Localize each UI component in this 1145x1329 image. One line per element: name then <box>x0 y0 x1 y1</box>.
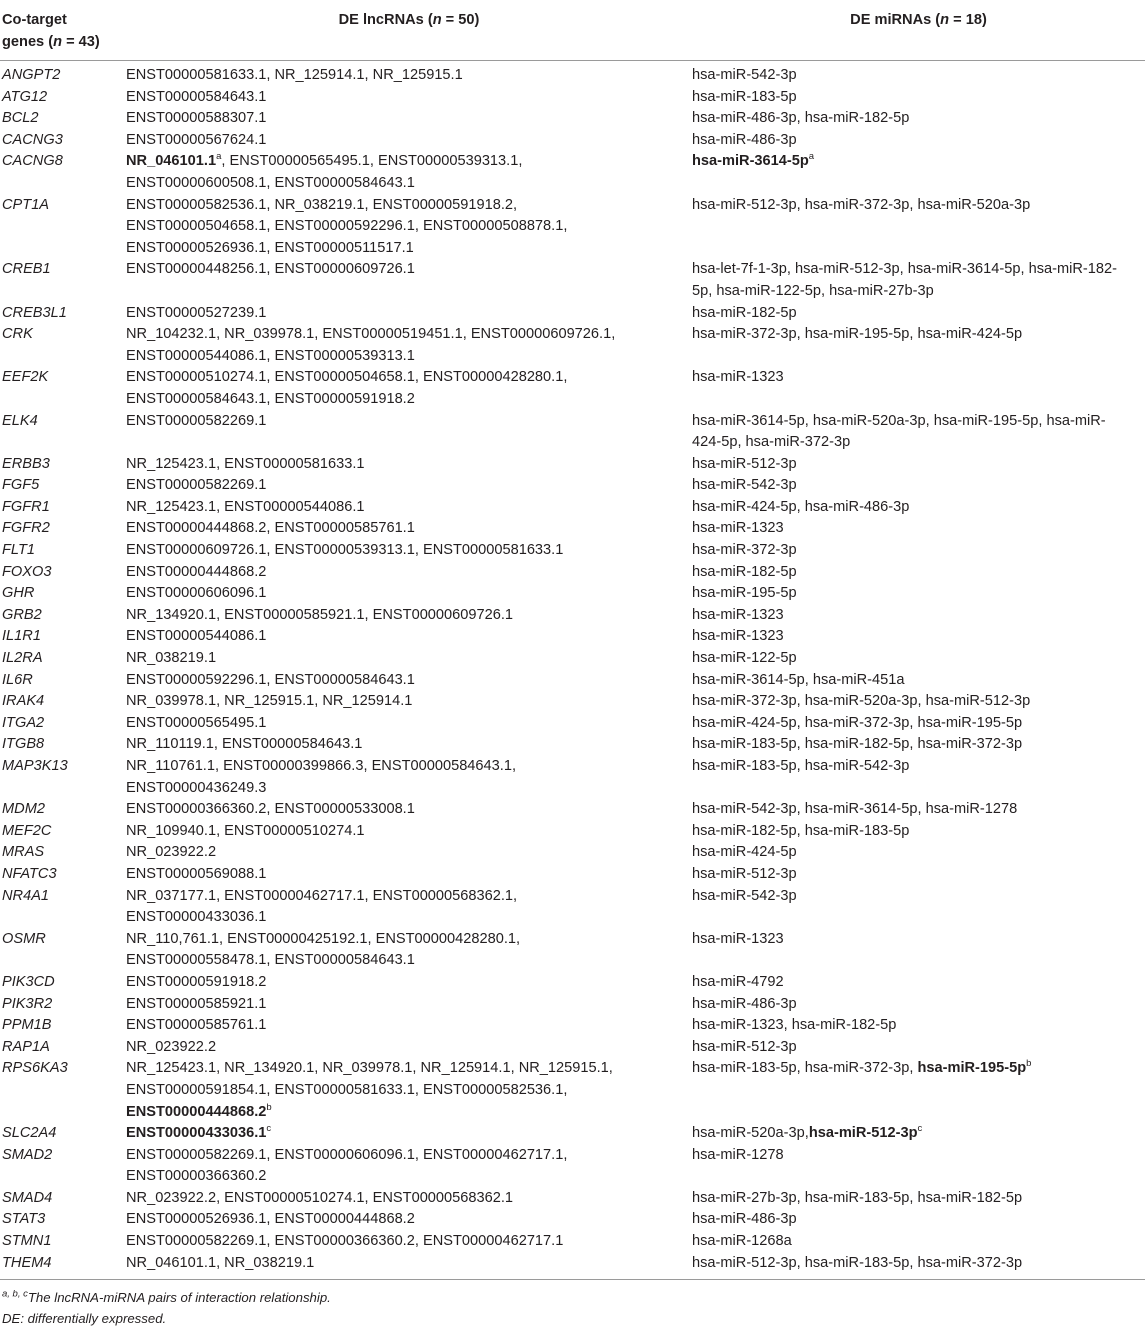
mirna-cell <box>692 1209 1145 1231</box>
lncrna-cell <box>126 756 692 799</box>
cell-text: ENST00000600508.1, ENST00000584643.1 <box>126 174 415 191</box>
gene-cell: MAP3K13 <box>2 758 68 774</box>
mirna-cell <box>692 756 1145 799</box>
mirna-cell <box>692 151 1145 194</box>
lncrna-cell <box>126 497 692 519</box>
lncrna-cell <box>126 259 692 302</box>
cell-text: NR_023922.2 <box>126 844 217 861</box>
table-row <box>0 821 1145 843</box>
cell-text: ENST00000582269.1, ENST00000606096.1, ENST00000462717.1, <box>126 1146 568 1163</box>
mirna-cell <box>692 1037 1145 1059</box>
lncrna-cell <box>126 821 692 843</box>
gene-cell: SLC2A4 <box>2 1125 57 1142</box>
cell-text: hsa-miR-542-3p, hsa-miR-3614-5p, hsa-miR-1278 <box>692 801 1018 818</box>
lncrna-cell <box>126 1253 692 1280</box>
cell-text: ENST00000366360.2, ENST00000533008.1 <box>126 801 415 818</box>
mirna-cell <box>692 475 1145 497</box>
gene-cell: MEF2C <box>2 822 52 839</box>
table-row <box>0 1015 1145 1037</box>
cell-text: hsa-miR-542-3p <box>692 67 797 83</box>
cell-text: ENST00000444868.2 <box>126 563 267 580</box>
cell-text: hsa-miR-27b-3p, hsa-miR-183-5p, hsa-miR-182-5p <box>692 1189 1023 1206</box>
gene-cell: GHR <box>2 585 35 602</box>
table-row <box>0 691 1145 713</box>
footnote-interaction: $^{a, b, c}$The lncRNA-miRNA pairs of interaction relationship. <box>2 1288 331 1306</box>
gene-cell: IL6R <box>2 671 33 688</box>
mirna-cell <box>692 1231 1145 1253</box>
cell-text: hsa-miR-182-5p <box>692 563 797 580</box>
highlighted-pair: hsa-miR-195-5p <box>917 1060 1027 1077</box>
mirna-cell <box>692 540 1145 562</box>
mirna-cell <box>692 929 1145 972</box>
cell-text: hsa-miR-512-3p <box>692 455 797 472</box>
table-row <box>0 842 1145 864</box>
gene-cell: FGFR1 <box>2 498 50 515</box>
cell-text: ENST00000591854.1, ENST00000581633.1, ENST00000582536.1, <box>126 1081 568 1098</box>
mirna-cell <box>692 994 1145 1016</box>
table-row <box>0 713 1145 735</box>
mirna-cell <box>692 87 1145 109</box>
gene-cell: STAT3 <box>2 1211 46 1228</box>
cell-text: NR_109940.1, ENST00000510274.1 <box>126 822 365 839</box>
highlighted-pair: hsa-miR-512-3p <box>808 1125 918 1142</box>
footnote-marker: c <box>917 1123 923 1135</box>
table-row <box>0 1188 1145 1210</box>
cell-text: hsa-miR-486-3p, hsa-miR-182-5p <box>692 110 910 127</box>
lncrna-cell <box>126 583 692 605</box>
header-cotarget-genes: Co-target genes (n = 43) <box>2 12 100 50</box>
cell-text: hsa-miR-372-3p, hsa-miR-195-5p, hsa-miR-424-5p <box>692 326 1023 343</box>
cell-text: hsa-miR-183-5p <box>692 88 797 105</box>
table-row <box>0 1145 1145 1188</box>
cell-text: ENST00000527239.1 <box>126 304 267 321</box>
lncrna-cell <box>126 886 692 929</box>
gene-cell: CREB3L1 <box>2 304 67 321</box>
cell-text: hsa-miR-3614-5p, hsa-miR-451a <box>692 671 905 688</box>
lncrna-cell <box>126 994 692 1016</box>
cell-text: ENST00000366360.2 <box>126 1168 267 1185</box>
lncrna-cell <box>126 151 692 194</box>
highlighted-pair: NR_046101.1 <box>126 153 217 170</box>
mirna-cell <box>692 411 1145 454</box>
cell-text: NR_023922.2, ENST00000510274.1, ENST00000568362.1 <box>126 1189 514 1206</box>
table-body <box>0 61 1145 1280</box>
cell-text: ENST00000569088.1 <box>126 865 267 882</box>
cell-text: ENST00000526936.1, ENST00000511517.1 <box>126 239 414 256</box>
gene-cell: ELK4 <box>2 412 38 429</box>
gene-cell: RPS6KA3 <box>2 1060 68 1077</box>
lncrna-cell <box>126 864 692 886</box>
mirna-cell <box>692 1015 1145 1037</box>
header-de-lncrnas: DE lncRNAs (n = 50) <box>338 12 480 28</box>
table-row <box>0 626 1145 648</box>
cell-text: ENST00000585761.1 <box>126 1017 267 1034</box>
cell-text: ENST00000544086.1 <box>126 628 267 645</box>
table-row <box>0 108 1145 130</box>
cell-text: NR_125423.1, ENST00000544086.1 <box>126 498 365 515</box>
cell-text: NR_110761.1, ENST00000399866.3, ENST00000584643.1, <box>126 758 516 774</box>
cell-text: NR_104232.1, NR_039978.1, ENST00000519451.1, ENST00000609726.1, <box>126 326 616 343</box>
gene-cell: SMAD2 <box>2 1146 53 1163</box>
table-header <box>0 0 1145 61</box>
cell-text: hsa-miR-122-5p <box>692 650 797 667</box>
gene-cell: FGF5 <box>2 477 40 494</box>
table-row <box>0 605 1145 627</box>
cell-text: NR_039978.1, NR_125915.1, NR_125914.1 <box>126 693 413 710</box>
mirna-cell <box>692 605 1145 627</box>
table-row <box>0 994 1145 1016</box>
cell-text: hsa-miR-1323 <box>692 520 784 537</box>
cell-text: hsa-miR-183-5p, hsa-miR-182-5p, hsa-miR-372-3p <box>692 736 1023 753</box>
cell-text: ENST00000582269.1, ENST00000366360.2, ENST00000462717.1 <box>126 1233 564 1250</box>
lncrna-cell <box>126 648 692 670</box>
highlighted-pair: ENST00000444868.2 <box>126 1103 267 1120</box>
cell-text: hsa-miR-486-3p <box>692 995 797 1012</box>
lncrna-cell <box>126 626 692 648</box>
gene-cell: ATG12 <box>2 88 48 105</box>
mirna-cell <box>692 799 1145 821</box>
table-row <box>0 61 1145 87</box>
cell-text: ENST00000544086.1, ENST00000539313.1 <box>126 347 415 364</box>
table-row <box>0 1123 1145 1145</box>
table-row <box>0 756 1145 799</box>
cell-text: hsa-miR-512-3p, hsa-miR-183-5p, hsa-miR-372-3p <box>692 1254 1023 1271</box>
gene-cell: CRK <box>2 326 33 343</box>
table-row <box>0 799 1145 821</box>
cell-text: hsa-miR-372-3p <box>692 542 797 559</box>
cell-text: NR_134920.1, ENST00000585921.1, ENST00000609726.1 <box>126 606 514 623</box>
gene-cell: NFATC3 <box>2 865 57 882</box>
cell-text: hsa-miR-183-5p, hsa-miR-542-3p <box>692 758 910 774</box>
lncrna-cell <box>126 929 692 972</box>
cell-text: NR_110119.1, ENST00000584643.1 <box>126 736 363 753</box>
lncrna-cell <box>126 691 692 713</box>
cell-text: hsa-miR-486-3p <box>692 1211 797 1228</box>
mirna-cell <box>692 1188 1145 1210</box>
cell-text: ENST00000436249.3 <box>126 779 267 796</box>
cell-text: NR_037177.1, ENST00000462717.1, ENST00000568362.1, <box>126 887 518 904</box>
table-row <box>0 497 1145 519</box>
lncrna-cell <box>126 1188 692 1210</box>
table-row <box>0 929 1145 972</box>
mirna-cell <box>692 734 1145 756</box>
cell-text: ENST00000609726.1, ENST00000539313.1, ENST00000581633.1 <box>126 542 564 559</box>
cell-text: hsa-miR-424-5p <box>692 844 797 861</box>
cell-text: hsa-miR-424-5p, hsa-miR-372-3p, hsa-miR-195-5p <box>692 714 1023 731</box>
gene-cell: IRAK4 <box>2 693 45 710</box>
lncrna-cell <box>126 87 692 109</box>
gene-cell: ANGPT2 <box>2 67 61 83</box>
table-row <box>0 562 1145 584</box>
mirna-cell <box>692 259 1145 302</box>
gene-cell: PIK3CD <box>2 973 55 990</box>
cell-text: ENST00000606096.1 <box>126 585 267 602</box>
mirna-cell <box>692 61 1145 87</box>
mirna-cell <box>692 303 1145 325</box>
table-row <box>0 195 1145 260</box>
mirna-cell <box>692 972 1145 994</box>
cell-text: 424-5p, hsa-miR-372-3p <box>692 434 851 451</box>
mirna-cell <box>692 108 1145 130</box>
gene-cell: PPM1B <box>2 1017 52 1034</box>
cell-text: hsa-miR-195-5p <box>692 585 797 602</box>
mirna-cell <box>692 691 1145 713</box>
cell-text: hsa-miR-182-5p <box>692 304 797 321</box>
gene-cell: SMAD4 <box>2 1189 53 1206</box>
cell-text: ENST00000510274.1, ENST00000504658.1, ENST00000428280.1, <box>126 369 568 386</box>
table-footer <box>0 1279 1145 1329</box>
gene-cell: THEM4 <box>2 1254 52 1271</box>
cell-text: ENST00000592296.1, ENST00000584643.1 <box>126 671 415 688</box>
cell-text: hsa-miR-183-5p, hsa-miR-372-3p, <box>692 1060 918 1077</box>
gene-cell: GRB2 <box>2 606 42 623</box>
cell-text: 5p, hsa-miR-122-5p, hsa-miR-27b-3p <box>692 282 934 299</box>
mirna-cell <box>692 821 1145 843</box>
mirna-cell <box>692 583 1145 605</box>
mirna-cell <box>692 497 1145 519</box>
cell-text: ENST00000444868.2, ENST00000585761.1 <box>126 520 415 537</box>
cell-text: hsa-miR-1323 <box>692 628 784 645</box>
lncrna-cell <box>126 670 692 692</box>
cell-text: hsa-miR-512-3p <box>692 865 797 882</box>
lncrna-cell <box>126 562 692 584</box>
footnote-marker: b <box>1026 1058 1032 1070</box>
gene-cell: ITGA2 <box>2 714 45 731</box>
mirna-cell <box>692 324 1145 367</box>
gene-cell: CPT1A <box>2 196 50 213</box>
lncrna-cell <box>126 1015 692 1037</box>
cell-text: ENST00000504658.1, ENST00000592296.1, ENST00000508878.1, <box>126 218 568 235</box>
cell-text: hsa-miR-512-3p, hsa-miR-372-3p, hsa-miR-520a-3p <box>692 196 1031 213</box>
cell-text: hsa-let-7f-1-3p, hsa-miR-512-3p, hsa-miR-3614-5p, hsa-miR-182- <box>692 261 1118 278</box>
table-row <box>0 648 1145 670</box>
table-row <box>0 411 1145 454</box>
gene-cell: IL2RA <box>2 650 43 667</box>
gene-cell: IL1R1 <box>2 628 41 645</box>
cell-text: hsa-miR-1323 <box>692 369 784 386</box>
gene-cell: RAP1A <box>2 1038 50 1055</box>
cell-text: ENST00000582269.1 <box>126 477 267 494</box>
mirna-cell <box>692 626 1145 648</box>
gene-cell: MDM2 <box>2 801 45 818</box>
gene-cell: PIK3R2 <box>2 995 53 1012</box>
cell-text: ENST00000558478.1, ENST00000584643.1 <box>126 952 415 969</box>
table-row <box>0 303 1145 325</box>
lncrna-cell <box>126 799 692 821</box>
cell-text: hsa-miR-486-3p <box>692 131 797 148</box>
cell-text: NR_110,761.1, ENST00000425192.1, ENST00000428280.1, <box>126 930 521 947</box>
cell-text: hsa-miR-3614-5p, hsa-miR-520a-3p, hsa-miR-195-5p, hsa-miR- <box>692 412 1106 429</box>
cell-text: ENST00000584643.1, ENST00000591918.2 <box>126 390 415 407</box>
cell-text: hsa-miR-182-5p, hsa-miR-183-5p <box>692 822 910 839</box>
cell-text: ENST00000591918.2 <box>126 973 267 990</box>
lncrna-cell <box>126 605 692 627</box>
lncrna-cell <box>126 540 692 562</box>
gene-cell: STMN1 <box>2 1233 52 1250</box>
highlighted-pair: hsa-miR-3614-5p <box>692 153 809 170</box>
table-row <box>0 475 1145 497</box>
gene-cell: OSMR <box>2 930 46 947</box>
lncrna-cell <box>126 303 692 325</box>
cell-text: hsa-miR-512-3p <box>692 1038 797 1055</box>
footnote-marker: b <box>266 1101 272 1113</box>
table-row <box>0 151 1145 194</box>
cell-text: ENST00000582536.1, NR_038219.1, ENST00000591918.2, <box>126 196 518 213</box>
cell-text: ENST00000585921.1 <box>126 995 267 1012</box>
footnote-abbreviation: DE: differentially expressed. <box>2 1311 167 1327</box>
cell-text: hsa-miR-1268a <box>692 1233 792 1250</box>
table-row <box>0 734 1145 756</box>
gene-cell: CREB1 <box>2 261 51 278</box>
mirna-cell <box>692 518 1145 540</box>
cell-text: NR_125423.1, ENST00000581633.1 <box>126 455 365 472</box>
lncrna-cell <box>126 475 692 497</box>
table-row <box>0 367 1145 410</box>
lncrna-cell <box>126 367 692 410</box>
mirna-cell <box>692 886 1145 929</box>
mirna-cell <box>692 1058 1145 1123</box>
lncrna-cell <box>126 195 692 260</box>
cell-text: hsa-miR-1323, hsa-miR-182-5p <box>692 1017 897 1034</box>
cell-text: ENST00000584643.1 <box>126 88 267 105</box>
lncrna-cell <box>126 108 692 130</box>
cell-text: ENST00000565495.1 <box>126 714 267 731</box>
gene-cell: ERBB3 <box>2 455 50 472</box>
cell-text: hsa-miR-542-3p <box>692 477 797 494</box>
footnote-marker: a <box>216 151 222 163</box>
lncrna-cell <box>126 1037 692 1059</box>
mirna-cell <box>692 1253 1145 1280</box>
gene-cell: FOXO3 <box>2 563 52 580</box>
cell-text: hsa-miR-4792 <box>692 973 784 990</box>
table-row <box>0 87 1145 109</box>
lncrna-cell <box>126 130 692 152</box>
table-row <box>0 130 1145 152</box>
mirna-cell <box>692 454 1145 476</box>
lncrna-cell <box>126 1123 692 1145</box>
mirna-cell <box>692 367 1145 410</box>
lncrna-cell <box>126 1209 692 1231</box>
lncrna-cell <box>126 411 692 454</box>
footnote-marker: a <box>808 151 815 163</box>
gene-cell: ITGB8 <box>2 736 45 753</box>
cell-text: hsa-miR-424-5p, hsa-miR-486-3p <box>692 498 910 515</box>
table-row <box>0 972 1145 994</box>
header-row <box>0 0 1145 61</box>
table-row <box>0 454 1145 476</box>
mirna-cell <box>692 195 1145 260</box>
lncrna-cell <box>126 1145 692 1188</box>
lncrna-cell <box>126 842 692 864</box>
highlighted-pair: ENST00000433036.1 <box>126 1125 267 1142</box>
cell-text: ENST00000582269.1 <box>126 412 267 429</box>
table-row <box>0 864 1145 886</box>
table-row <box>0 1209 1145 1231</box>
cell-text: NR_125423.1, NR_134920.1, NR_039978.1, NR_125914.1, NR_125915.1, <box>126 1060 613 1077</box>
cell-text: hsa-miR-542-3p <box>692 887 797 904</box>
lncrna-cell <box>126 518 692 540</box>
cell-text: NR_046101.1, NR_038219.1 <box>126 1254 315 1271</box>
table-row <box>0 670 1145 692</box>
lncrna-cell <box>126 713 692 735</box>
mirna-cell <box>692 562 1145 584</box>
cell-text: , ENST00000565495.1, ENST00000539313.1, <box>221 153 523 170</box>
lncrna-cell <box>126 324 692 367</box>
table-row <box>0 324 1145 367</box>
cell-text: ENST00000567624.1 <box>126 131 267 148</box>
gene-cell: NR4A1 <box>2 887 50 904</box>
table-row <box>0 886 1145 929</box>
table-row <box>0 1058 1145 1123</box>
table-row <box>0 1253 1145 1280</box>
table-row <box>0 1037 1145 1059</box>
gene-cell: BCL2 <box>2 110 39 127</box>
mirna-cell <box>692 713 1145 735</box>
cell-text: ENST00000581633.1, NR_125914.1, NR_125915.1 <box>126 67 463 83</box>
gene-cell: CACNG8 <box>2 153 63 170</box>
cell-text: ENST00000588307.1 <box>126 110 267 127</box>
table-row <box>0 259 1145 302</box>
gene-cell: EEF2K <box>2 369 49 386</box>
table-row <box>0 583 1145 605</box>
cell-text: hsa-miR-372-3p, hsa-miR-520a-3p, hsa-miR-512-3p <box>692 693 1031 710</box>
gene-cell: FGFR2 <box>2 520 50 537</box>
mirna-cell <box>692 1123 1145 1145</box>
cell-text: NR_023922.2 <box>126 1038 217 1055</box>
lncrna-cell <box>126 1058 692 1123</box>
table-row <box>0 540 1145 562</box>
mirna-cell <box>692 130 1145 152</box>
mirna-cell <box>692 648 1145 670</box>
cell-text: hsa-miR-1323 <box>692 606 784 623</box>
gene-cell: CACNG3 <box>2 131 63 148</box>
lncrna-cell <box>126 1231 692 1253</box>
footnote-marker: c <box>266 1123 272 1135</box>
header-de-mirnas: DE miRNAs (n = 18) <box>850 12 987 28</box>
mirna-cell <box>692 670 1145 692</box>
lncrna-cell <box>126 61 692 87</box>
cell-text: hsa-miR-1323 <box>692 930 784 947</box>
lncrna-cell <box>126 454 692 476</box>
table-row <box>0 518 1145 540</box>
lncrna-cell <box>126 972 692 994</box>
gene-cell: FLT1 <box>2 542 35 559</box>
cell-text: ENST00000433036.1 <box>126 909 267 926</box>
cell-text: hsa-miR-1278 <box>692 1146 784 1163</box>
mirna-cell <box>692 864 1145 886</box>
mirna-cell <box>692 842 1145 864</box>
table-row <box>0 1231 1145 1253</box>
mirna-cell <box>692 1145 1145 1188</box>
cell-text: ENST00000526936.1, ENST00000444868.2 <box>126 1211 415 1228</box>
lncrna-cell <box>126 734 692 756</box>
cell-text: hsa-miR-520a-3p, <box>692 1125 809 1142</box>
cell-text: NR_038219.1 <box>126 650 217 667</box>
cell-text: ENST00000448256.1, ENST00000609726.1 <box>126 261 415 278</box>
gene-cell: MRAS <box>2 844 45 861</box>
